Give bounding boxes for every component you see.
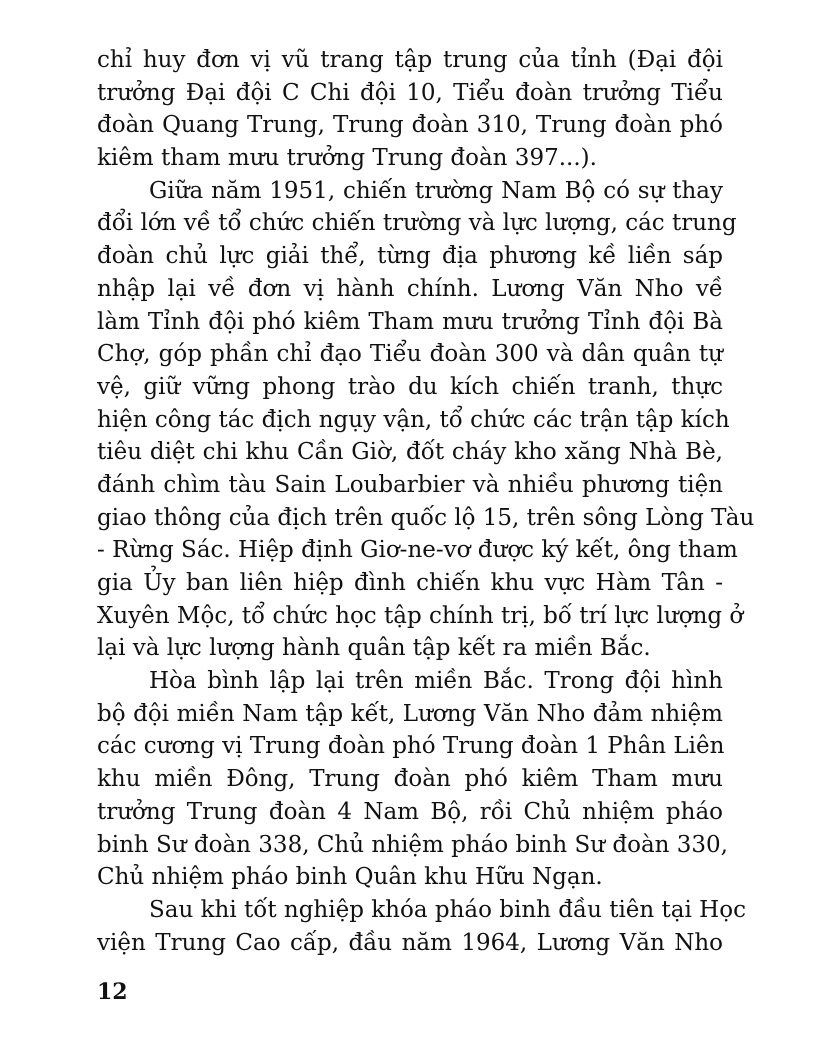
- text-line: đánh chìm tàu Sain Loubarbier và nhiều phương tiện: [97, 471, 723, 498]
- text-line: viện Trung Cao cấp, đầu năm 1964, Lương Văn Nho: [97, 929, 723, 956]
- text-line: binh Sư đoàn 338, Chủ nhiệm pháo binh Sư đoàn 330,: [97, 831, 728, 858]
- text-line: trưởng Trung đoàn 4 Nam Bộ, rồi Chủ nhiệm pháo: [97, 798, 723, 825]
- text-line: đoàn chủ lực giải thể, từng địa phương kề liền sáp: [97, 243, 723, 270]
- text-line: giao thông của địch trên quốc lộ 15, trên sông Lòng Tàu: [97, 504, 755, 531]
- text-line: vệ, giữ vững phong trào du kích chiến tranh, thực: [97, 373, 723, 400]
- text-line: Sau khi tốt nghiệp khóa pháo binh đầu tiên tại Học: [149, 896, 746, 923]
- text-line: Chủ nhiệm pháo binh Quân khu Hữu Ngạn.: [97, 864, 603, 891]
- paragraph-4: [97, 894, 746, 959]
- page-number: 12: [97, 979, 128, 1005]
- paragraph-2: [97, 175, 755, 665]
- text-line: tiêu diệt chi khu Cần Giờ, đốt cháy kho xăng Nhà Bè,: [97, 439, 723, 466]
- page-body: [97, 44, 755, 959]
- text-line: khu miền Đông, Trung đoàn phó kiêm Tham mưu: [97, 766, 723, 793]
- text-line: Xuyên Mộc, tổ chức học tập chính trị, bố trí lực lượng ở: [97, 602, 744, 629]
- text-line: làm Tỉnh đội phó kiêm Tham mưu trưởng Tỉnh đội Bà: [97, 308, 723, 335]
- text-line: các cương vị Trung đoàn phó Trung đoàn 1 Phân Liên: [97, 733, 725, 760]
- text-line: Chợ, góp phần chỉ đạo Tiểu đoàn 300 và dân quân tự: [97, 341, 723, 368]
- text-line: - Rừng Sác. Hiệp định Giơ-ne-vơ được ký kết, ông tham: [97, 537, 738, 564]
- paragraph-3: [97, 665, 728, 894]
- text-line: lại và lực lượng hành quân tập kết ra miền Bắc.: [97, 635, 651, 662]
- text-line: đổi lớn về tổ chức chiến trường và lực lượng, các trung: [97, 210, 737, 237]
- text-line: đoàn Quang Trung, Trung đoàn 310, Trung đoàn phó: [97, 112, 723, 139]
- text-line: Hòa bình lập lại trên miền Bắc. Trong đội hình: [149, 668, 723, 695]
- text-line: kiêm tham mưu trưởng Trung đoàn 397...).: [97, 145, 597, 172]
- text-line: Giữa năm 1951, chiến trường Nam Bộ có sự thay: [149, 177, 723, 204]
- text-line: hiện công tác địch ngụy vận, tổ chức các trận tập kích: [97, 406, 730, 433]
- paragraph-1: [97, 44, 723, 175]
- text-line: bộ đội miền Nam tập kết, Lương Văn Nho đảm nhiệm: [97, 700, 723, 727]
- text-line: nhập lại về đơn vị hành chính. Lương Văn Nho về: [97, 275, 723, 302]
- text-line: trưởng Đại đội C Chi đội 10, Tiểu đoàn trưởng Tiểu: [97, 79, 723, 106]
- text-line: gia Ủy ban liên hiệp đình chiến khu vực Hàm Tân -: [97, 570, 723, 596]
- text-line: chỉ huy đơn vị vũ trang tập trung của tỉnh (Đại đội: [97, 47, 723, 73]
